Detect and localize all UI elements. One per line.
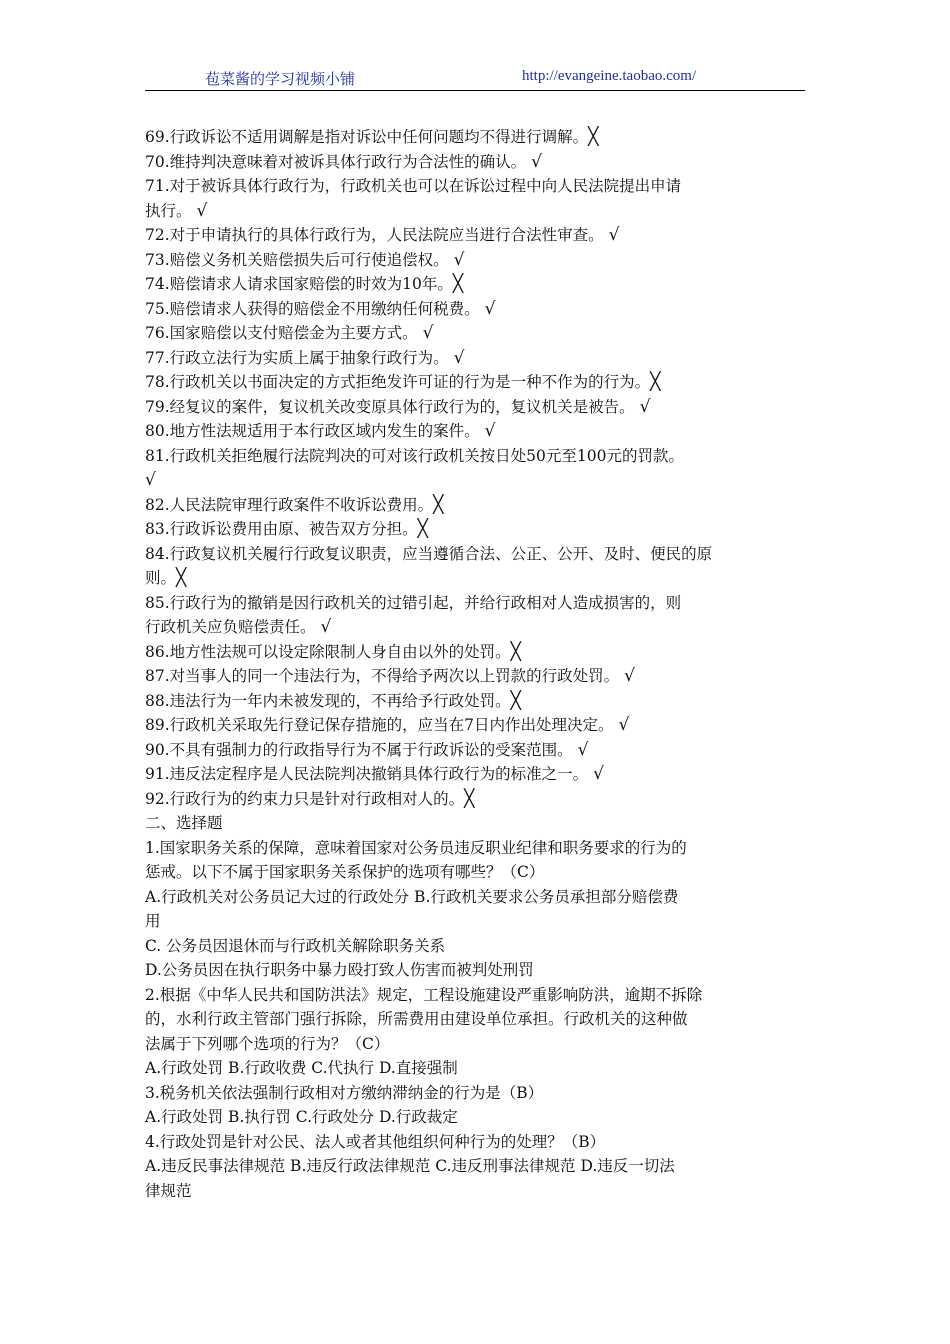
text-line [145, 125, 810, 150]
text-line [145, 983, 810, 1008]
cross-mark-icon: ╳ [433, 494, 444, 515]
line-text: 86.地方性法规可以设定除限制人身自由以外的处罚。 [145, 642, 511, 661]
header-url[interactable]: http://evangeine.taobao.com/ [522, 68, 697, 84]
line-text: 70.维持判决意味着对被诉具体行政行为合法性的确认。 [145, 152, 532, 171]
line-text: C. 公务员因退休而与行政机关解除职务关系 [145, 936, 446, 955]
line-text: 78.行政机关以书面决定的方式拒绝发许可证的行为是一种不作为的行为。 [145, 373, 651, 391]
line-text: 77.行政立法行为实质上属于抽象行政行为。 [145, 348, 454, 367]
page-header [145, 66, 805, 91]
check-mark-icon: √ [453, 249, 465, 270]
text-line [145, 885, 810, 910]
line-text: 则。 [145, 569, 177, 587]
text-line [145, 272, 810, 297]
line-text: 83.行政诉讼费用由原、被告双方分担。 [145, 520, 418, 538]
text-line [145, 248, 810, 273]
text-line [145, 1154, 810, 1179]
cross-mark-icon: ╳ [417, 519, 428, 539]
line-text: 律规范 [145, 1181, 192, 1200]
line-text: A.行政处罚 B.执行罚 C.行政处分 D.行政裁定 [145, 1108, 458, 1126]
text-line [145, 738, 810, 763]
line-text: A.行政处罚 B.行政收费 C.代执行 D.直接强制 [145, 1059, 458, 1077]
document-body [145, 125, 810, 1203]
check-mark-icon: √ [608, 225, 620, 245]
line-text: 二、选择题 [145, 814, 223, 832]
text-line [145, 787, 810, 812]
text-line [145, 542, 810, 567]
text-line [145, 713, 810, 738]
check-mark-icon: √ [196, 200, 208, 221]
text-line [145, 321, 810, 346]
text-line [145, 370, 810, 395]
line-text: D.公务员因在执行职务中暴力殴打致人伤害而被判处刑罚 [145, 961, 534, 979]
check-mark-icon: √ [145, 470, 156, 490]
line-text: 行政机关应负赔偿责任。 [145, 618, 321, 636]
text-line [145, 1105, 810, 1130]
text-line [145, 958, 810, 983]
line-text: 的，水利行政主管部门强行拆除，所需费用由建设单位承担。行政机关的这种做 [145, 1010, 688, 1028]
text-line [145, 395, 810, 420]
line-text: 73.赔偿义务机关赔偿损失后可行使追偿权。 [145, 250, 454, 269]
line-text: A.违反民事法律规范 B.违反行政法律规范 C.违反刑事法律规范 D.违反一切法 [145, 1157, 675, 1175]
check-mark-icon: √ [484, 421, 496, 441]
check-mark-icon: √ [593, 764, 604, 784]
cross-mark-icon: ╳ [588, 127, 599, 147]
cross-mark-icon: ╳ [452, 274, 464, 294]
text-line [145, 591, 810, 616]
text-line [145, 664, 810, 689]
text-line [145, 1056, 810, 1081]
line-text: 92.行政行为的约束力只是针对行政相对人的。 [145, 789, 465, 808]
line-text: 72.对于申请执行的具体行政行为，人民法院应当进行合法性审查。 [145, 226, 609, 244]
cross-mark-icon: ╳ [464, 788, 475, 809]
line-text: 89.行政机关采取先行登记保存措施的，应当在7日内作出处理决定。 [145, 716, 619, 734]
check-mark-icon: √ [453, 347, 465, 368]
line-text: 3.税务机关依法强制行政相对方缴纳滞纳金的行为是（B） [145, 1083, 544, 1102]
check-mark-icon: √ [484, 298, 496, 319]
text-line [145, 640, 810, 665]
text-line [145, 860, 810, 885]
line-text: 74.赔偿请求人请求国家赔偿的时效为10年。 [145, 275, 453, 293]
cross-mark-icon: ╳ [176, 568, 187, 588]
check-mark-icon: √ [624, 666, 635, 686]
text-line [145, 297, 810, 322]
text-line [145, 419, 810, 444]
check-mark-icon: √ [320, 617, 332, 637]
line-text: 2.根据《中华人民共和国防洪法》规定，工程设施建设严重影响防洪，逾期不拆除 [145, 985, 703, 1004]
text-line [145, 1007, 810, 1032]
text-line [145, 223, 810, 248]
text-line [145, 1130, 810, 1155]
line-text: 91.违反法定程序是人民法院判决撤销具体行政行为的标准之一。 [145, 765, 594, 783]
line-text: 90.不具有强制力的行政指导行为不属于行政诉讼的受案范围。 [145, 740, 578, 759]
text-line [145, 811, 810, 836]
text-line [145, 493, 810, 518]
text-line [145, 199, 810, 224]
line-text: 84.行政复议机关履行行政复议职责，应当遵循合法、公正、公开、及时、便民的原 [145, 544, 713, 563]
header-shop-name: 苞菜酱的学习视频小铺 [205, 70, 356, 88]
text-line [145, 150, 810, 175]
line-text: 69.行政诉讼不适用调解是指对诉讼中任何问题均不得进行调解。 [145, 128, 589, 146]
line-text: 1.国家职务关系的保障，意味着国家对公务员违反职业纪律和职务要求的行为的 [145, 838, 687, 857]
cross-mark-icon: ╳ [510, 641, 521, 662]
text-line [145, 1081, 810, 1106]
line-text: 82.人民法院审理行政案件不收诉讼费用。 [145, 495, 434, 514]
check-mark-icon: √ [422, 323, 434, 343]
text-line [145, 836, 810, 861]
text-line [145, 346, 810, 371]
check-mark-icon: √ [639, 396, 651, 417]
text-line [145, 566, 810, 591]
text-line [145, 909, 810, 934]
line-text: 用 [145, 912, 161, 930]
line-text: 71.对于被诉具体行政行为，行政机关也可以在诉讼过程中向人民法院提出申请 [145, 177, 682, 195]
line-text: 79.经复议的案件，复议机关改变原具体行政行为的，复议机关是被告。 [145, 397, 640, 416]
line-text: 惩戒。以下不属于国家职务关系保护的选项有哪些？（C） [145, 863, 545, 881]
text-line [145, 1179, 810, 1204]
text-line [145, 444, 810, 469]
line-text: 76.国家赔偿以支付赔偿金为主要方式。 [145, 324, 423, 342]
line-text: 执行。 [145, 201, 197, 220]
cross-mark-icon: ╳ [650, 372, 661, 392]
text-line [145, 174, 810, 199]
text-line [145, 762, 810, 787]
text-line [145, 468, 810, 493]
line-text: 80.地方性法规适用于本行政区域内发生的案件。 [145, 422, 485, 440]
text-line [145, 934, 810, 959]
check-mark-icon: √ [577, 739, 589, 760]
check-mark-icon: √ [531, 151, 542, 172]
line-text: 81.行政机关拒绝履行法院判决的可对该行政机关按日处50元至100元的罚款。 [145, 446, 684, 465]
cross-mark-icon: ╳ [510, 690, 521, 711]
text-line [145, 689, 810, 714]
text-line [145, 517, 810, 542]
line-text: 法属于下列哪个选项的行为？（C） [145, 1034, 390, 1053]
line-text: A.行政机关对公务员记大过的行政处分 B.行政机关要求公务员承担部分赔偿费 [145, 887, 679, 906]
text-line [145, 615, 810, 640]
line-text: 4.行政处罚是针对公民、法人或者其他组织何种行为的处理？（B） [145, 1132, 606, 1151]
line-text: 87.对当事人的同一个违法行为，不得给予两次以上罚款的行政处罚。 [145, 667, 625, 685]
text-line [145, 1032, 810, 1057]
line-text: 75.赔偿请求人获得的赔偿金不用缴纳任何税费。 [145, 299, 485, 318]
line-text: 85.行政行为的撤销是因行政机关的过错引起，并给行政相对人造成损害的，则 [145, 593, 682, 612]
line-text: 88.违法行为一年内未被发现的，不再给予行政处罚。 [145, 691, 511, 710]
check-mark-icon: √ [618, 715, 630, 735]
